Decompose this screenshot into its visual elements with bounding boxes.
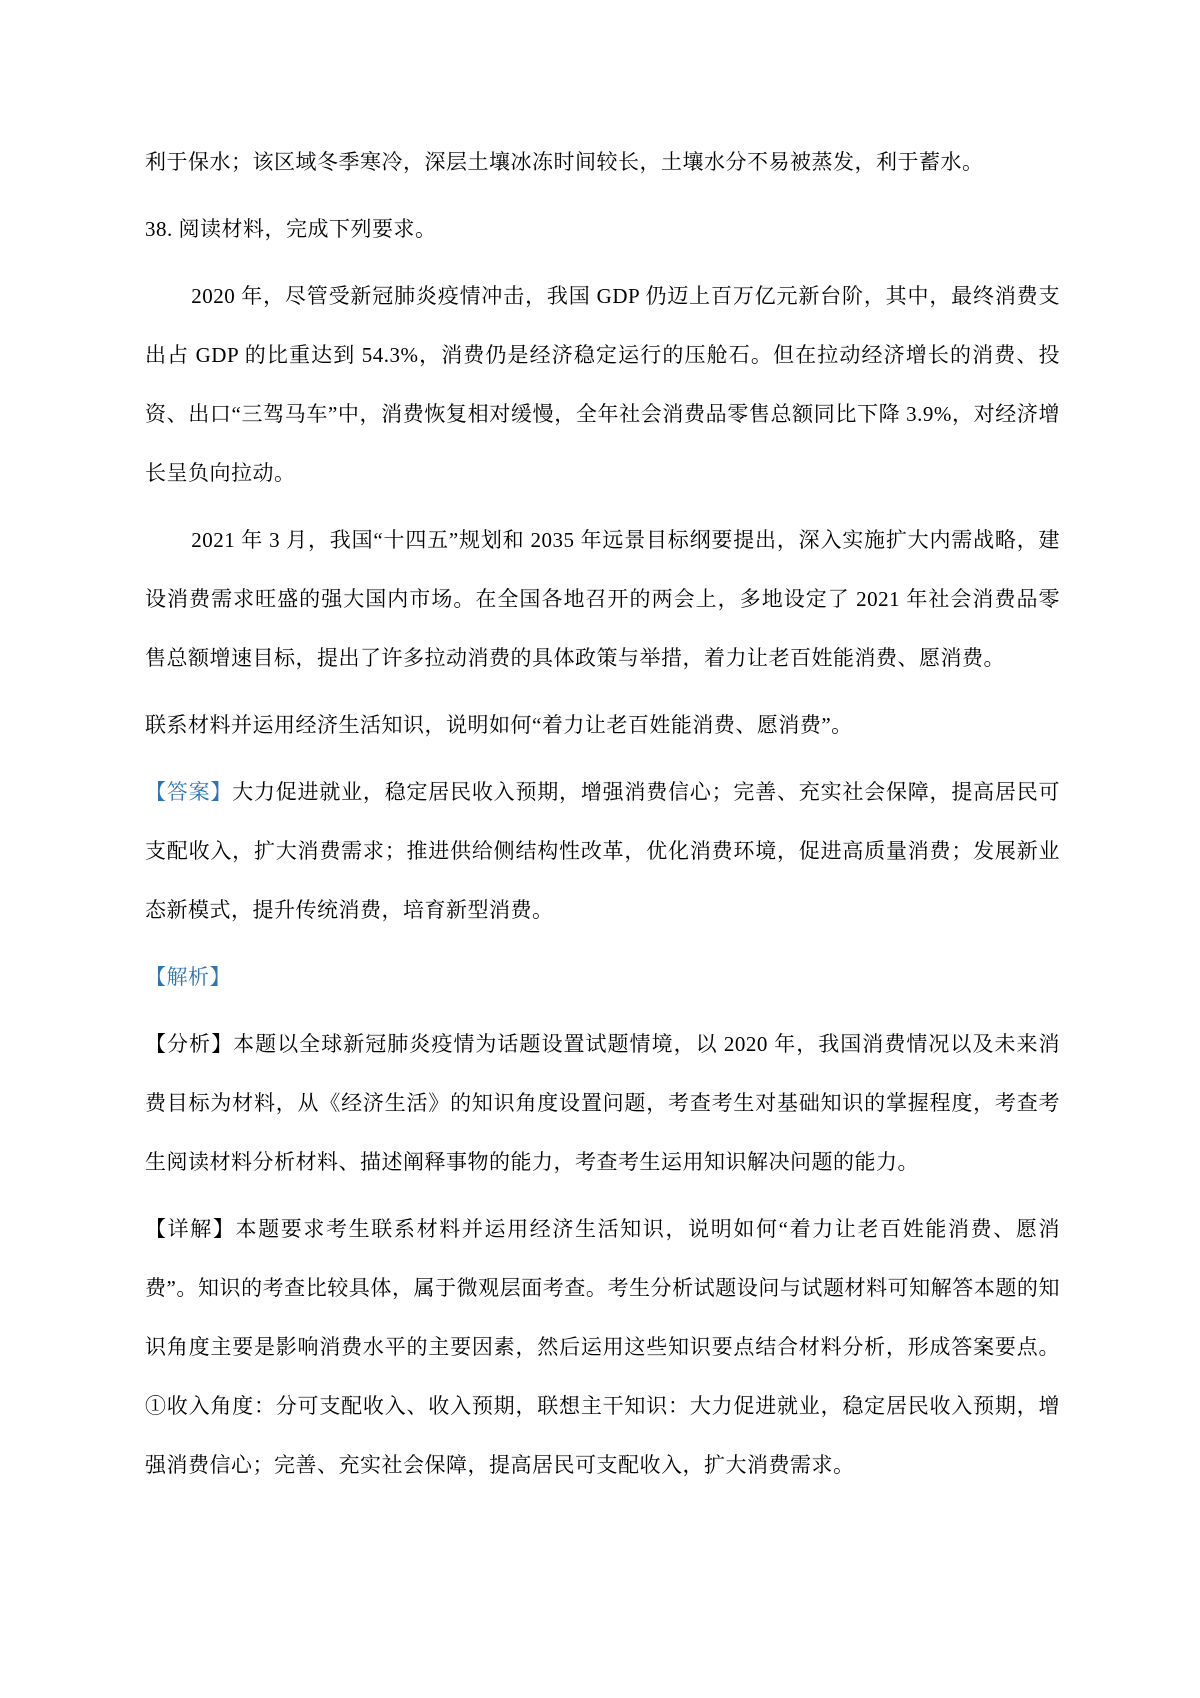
- material-paragraph-2: 2021 年 3 月，我国“十四五”规划和 2035 年远景目标纲要提出，深入实施扩大内需战略，建设消费需求旺盛的强大国内市场。在全国各地召开的两会上，多地设定了 2021 年社会消费品零售总额增速目标，提出了许多拉动消费的具体政策与举措，着力让老百姓能消费、愿消费。: [145, 528, 1060, 670]
- analysis-overview-label: 【分析】: [145, 1032, 234, 1056]
- analysis-detail-text: 本题要求考生联系材料并运用经济生活知识，说明如何“着力让老百姓能消费、愿消费”。知识的考查比较具体，属于微观层面考查。考生分析试题设问与试题材料可知解答本题的知识角度主要是影响消费水平的主要因素，然后运用这些知识要点结合材料分析，形成答案要点。①收入角度：分可支配收入、收入预期，联想主干知识：大力促进就业，稳定居民收入预期，增强消费信心；完善、充实社会保障，提高居民可支配收入，扩大消费需求。: [145, 1217, 1061, 1477]
- answer-continuation-text: 利于保水；该区域冬季寒冷，深层土壤冰冻时间较长，土壤水分不易被蒸发，利于蓄水。: [145, 150, 984, 174]
- analysis-overview-text: 本题以全球新冠肺炎疫情为话题设置试题情境，以 2020 年，我国消费情况以及未来消费目标为材料，从《经济生活》的知识角度设置问题，考查考生对基础知识的掌握程度，考查考生阅读材料分析材料、描述阐释事物的能力，考查考生运用知识解决问题的能力。: [145, 1032, 1061, 1174]
- analysis-section-heading: [145, 948, 1060, 1007]
- analysis-detail-paragraph: [145, 1200, 1060, 1495]
- analysis-detail-label: 【详解】: [145, 1217, 236, 1241]
- answer-paragraph: [145, 763, 1060, 940]
- material-paragraph-1: 2020 年，尽管受新冠肺炎疫情冲击，我国 GDP 仍迈上百万亿元新台阶，其中，最终消费支出占 GDP 的比重达到 54.3%，消费仍是经济稳定运行的压舱石。但在拉动经济增长的消费、投资、出口“三驾马车”中，消费恢复相对缓慢，全年社会消费品零售总额同比下降 3.9%，对经济增长呈负向拉动。: [145, 284, 1060, 485]
- analysis-overview-paragraph: [145, 1015, 1060, 1192]
- question-prompt: 阅读材料，完成下列要求。: [178, 217, 437, 241]
- analysis-section-label: 【解析】: [145, 965, 231, 989]
- question-task: 联系材料并运用经济生活知识，说明如何“着力让老百姓能消费、愿消费”。: [145, 713, 853, 737]
- answer-text: 大力促进就业，稳定居民收入预期，增强消费信心；完善、充实社会保障，提高居民可支配收入，扩大消费需求；推进供给侧结构性改革，优化消费环境，促进高质量消费；发展新业态新模式，提升传统消费，培育新型消费。: [145, 780, 1060, 922]
- question-number: 38.: [145, 217, 173, 241]
- question-38-heading: [145, 200, 1060, 259]
- answer-label: 【答案】: [145, 780, 233, 804]
